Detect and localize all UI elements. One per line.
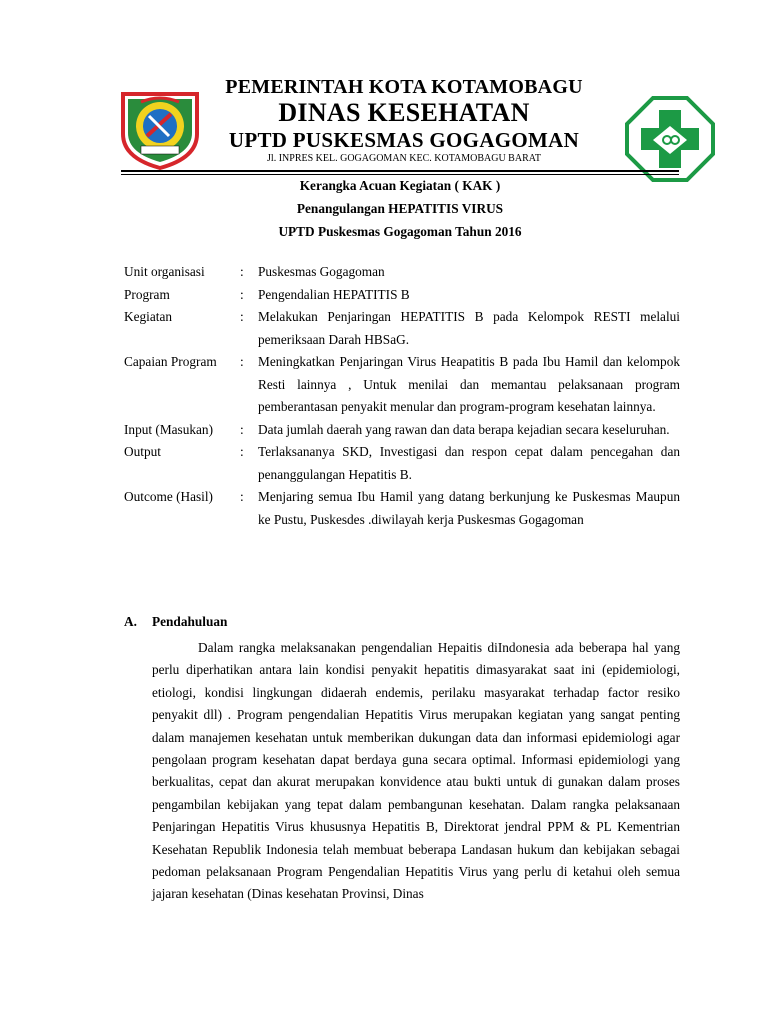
info-label: Capaian Program: [124, 354, 217, 369]
info-colon: :: [240, 354, 244, 369]
info-row: [124, 351, 680, 419]
info-label: Kegiatan: [124, 309, 172, 324]
letterhead-unit: UPTD PUSKESMAS GOGAGOMAN: [228, 128, 580, 152]
info-value: Meningkatkan Penjaringan Virus Heapatitis B pada Ibu Hamil dan kelompok Resti lainnya , Untuk menilai dan memantau pelaksanaan program pemberantasan penyakit menular dan program-program kesehatan lainnya.: [258, 354, 680, 414]
info-colon: :: [240, 444, 244, 459]
section-title: Pendahuluan: [152, 614, 228, 629]
section-letter: A.: [124, 614, 137, 629]
info-colon: :: [240, 489, 244, 504]
info-label: Program: [124, 286, 170, 302]
info-value: Terlaksananya SKD, Investigasi dan respon cepat dalam pencegahan dan penanggulangan Hepatitis B.: [258, 444, 680, 482]
document-subtitle-year: UPTD Puskesmas Gogagoman Tahun 2016: [278, 224, 522, 239]
info-row: [124, 486, 680, 531]
section-heading: [124, 614, 227, 630]
letterhead-government: PEMERINTAH KOTA KOTAMOBAGU: [225, 76, 583, 98]
info-value: Pengendalian HEPATITIS B: [258, 286, 410, 302]
info-value: Menjaring semua Ibu Hamil yang datang berkunjung ke Puskesmas Maupun ke Pustu, Puskesdes .diwilayah kerja Puskesmas Gogagoman: [258, 489, 680, 527]
info-value: Data jumlah daerah yang rawan dan data berapa kejadian secara keseluruhan.: [258, 421, 670, 437]
document-subtitle: Penangulangan HEPATITIS VIRUS: [296, 201, 504, 216]
info-label: Output: [124, 444, 161, 459]
info-row: [124, 261, 680, 284]
info-value: Puskesmas Gogagoman: [258, 264, 385, 279]
info-row: [124, 441, 680, 486]
info-row: [124, 419, 680, 442]
section-paragraph: Dalam rangka melaksanakan pengendalian Hepaitis diIndonesia ada beberapa hal yang perlu diperhatikan antara lain kondisi penyakit hepatitis dimasyarakat saat ini (epidemiologi, etiologi, kondisi lingkungan didaerah endemis, perilaku masyarakat terhadap factor resiko penyakit dll) . Program pengendalian Hepatitis Virus merupakan kegiatan yang sangat penting dalam manajemen kesehatan untuk memberikan dukungan data dan informasi epidemiologi agar pengolaan program kesehatan dapat berdaya guna secara optimal. Informasi epidemiologi yang berkualitas, cepat dan akurat merupakan konvidence atau bukti untuk di gunakan dalam proses pengambilan kebijakan yang tepat dalam pembangunan kesehatan. Dalam rangka pelaksanaan Penjaringan Hepatitis Virus khususnya Hepatitis B, Direktorat jendral PPM & PL Kementrian Kesehatan Republik Indonesia telah membuat beberapa Landasan hukum dan kebijakan sebagai pedoman pelaksanaan Program Pengendalian Hepatitis Virus yang perlu di ketahui oleh semua jajaran kesehatan (Dinas kesehatan Provinsi, Dinas: [152, 640, 680, 902]
document-title: Kerangka Acuan Kegiatan ( KAK ): [299, 178, 501, 193]
letterhead-rule-thick: [121, 170, 679, 172]
info-label: Outcome (Hasil): [124, 489, 213, 504]
info-label: Input (Masukan): [124, 421, 213, 437]
info-value: Melakukan Penjaringan HEPATITIS B pada Kelompok RESTI melalui pemeriksaan Darah HBSaG.: [258, 309, 680, 347]
letterhead-address: Jl. INPRES KEL. GOGAGOMAN KEC. KOTAMOBAGU BARAT: [267, 153, 541, 164]
info-table: [124, 261, 680, 531]
info-label: Unit organisasi: [124, 264, 205, 279]
info-colon: :: [240, 264, 244, 279]
info-colon: :: [240, 286, 244, 302]
info-colon: :: [240, 421, 244, 437]
info-colon: :: [240, 309, 244, 324]
letterhead-rule-thin: [121, 174, 679, 175]
info-row: [124, 306, 680, 351]
info-row: [124, 284, 680, 307]
letterhead-department: DINAS KESEHATAN: [278, 98, 530, 127]
